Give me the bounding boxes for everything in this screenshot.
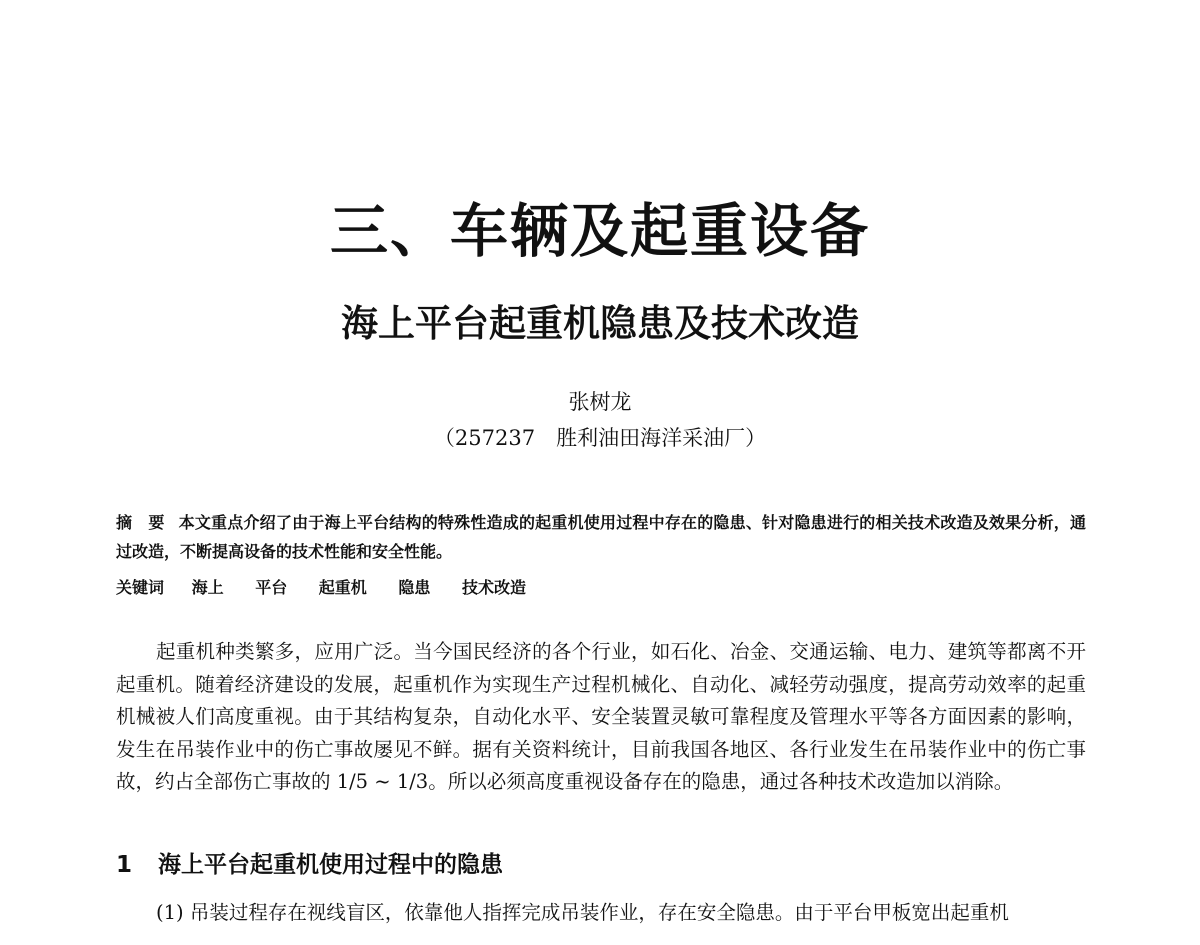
keyword: 海上 [191,578,224,597]
keyword: 起重机 [318,578,367,597]
keywords [116,573,1086,602]
keyword: 平台 [255,578,288,597]
keywords-label: 关键词 [116,578,165,597]
abstract-text: 本文重点介绍了由于海上平台结构的特殊性造成的起重机使用过程中存在的隐患、针对隐患进行的相关技术改造及效果分析，通过改造，不断提高设备的技术性能和安全性能。 [116,513,1086,561]
section-heading: 三、车辆及起重设备 [329,197,870,265]
intro-paragraph: 起重机种类繁多，应用广泛。当今国民经济的各个行业，如石化、冶金、交通运输、电力、建筑等都离不开起重机。随着经济建设的发展，起重机作为实现生产过程机械化、自动化、减轻劳动强度，提高劳动效率的起重机械被人们高度重视。由于其结构复杂，自动化水平、安全装置灵敏可靠程度及管理水平等各方面因素的影响，发生在吊装作业中的伤亡事故屡见不鲜。据有关资料统计，目前我国各地区、各行业发生在吊装作业中的伤亡事故，约占全部伤亡事故的 1/5 ~ 1/3。所以必须高度重视设备存在的隐患，通过各种技术改造加以消除。 [116,640,1086,794]
keyword: 隐患 [398,578,431,597]
subsection-title: 海上平台起重机使用过程中的隐患 [158,852,503,878]
author-affiliation: （257237 胜利油田海洋采油厂） [433,426,767,450]
article-title: 海上平台起重机隐患及技术改造 [341,301,859,345]
author-name: 张树龙 [568,390,632,414]
subsection-number: 1 [116,852,133,878]
abstract [116,508,1086,566]
abstract-label: 摘 要 [116,513,165,532]
section1-paragraph: (1) 吊装过程存在视线盲区，依靠他人指挥完成吊装作业，存在安全隐患。由于平台甲板宽出起重机 [156,901,1009,924]
keyword: 技术改造 [461,578,526,597]
subsection-heading [116,848,1086,882]
